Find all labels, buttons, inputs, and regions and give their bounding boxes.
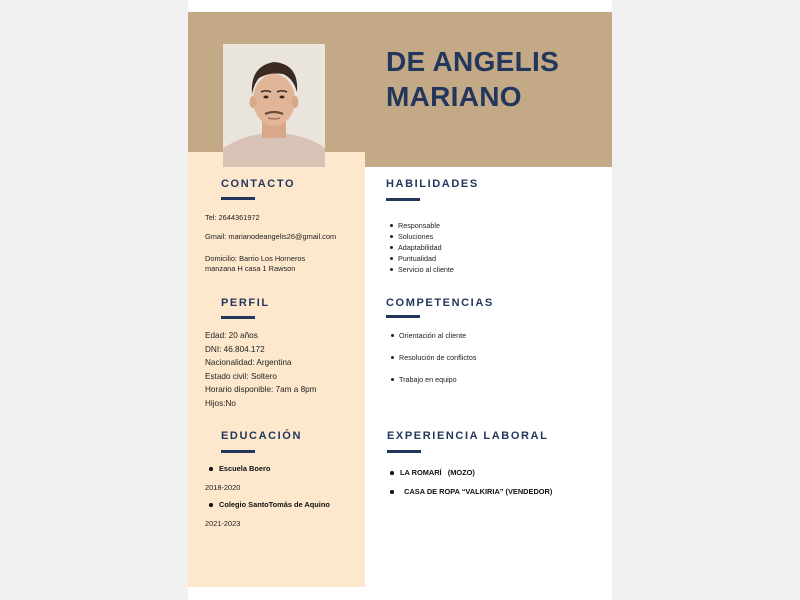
education-underline (221, 450, 255, 453)
profile-dni: DNI: 46.804.172 (205, 345, 265, 354)
profile-underline (221, 316, 255, 319)
profile-heading: PERFIL (221, 297, 270, 309)
competencies-list-2 (390, 352, 477, 363)
profile-children: Hijos:No (205, 399, 236, 408)
list-item: Resolución de conflictos (390, 352, 477, 363)
competencies-heading: COMPETENCIAS (386, 297, 494, 309)
experience-item-2: CASA DE ROPA “VALKIRIA” (VENDEDOR) (390, 487, 552, 496)
contact-address-line-1: Domicilio: Barrio Los Horneros (205, 254, 306, 263)
competencies-list-3 (390, 374, 457, 385)
list-item: Servicio al cliente (389, 264, 454, 275)
profile-nationality: Nacionalidad: Argentina (205, 358, 292, 367)
list-item: Adaptabilidad (389, 242, 454, 253)
competencies-list (390, 330, 466, 341)
education-years-1: 2018-2020 (205, 483, 241, 492)
list-item: Puntualidad (389, 253, 454, 264)
name-line-1: DE ANGELIS (386, 46, 560, 77)
list-item: Responsable (389, 220, 454, 231)
skills-heading: HABILIDADES (386, 178, 479, 190)
education-school-2: Colegio SantoTomás de Aquino (209, 500, 330, 509)
contact-email: Gmail: marianodeangelis26@gmail.com (205, 232, 337, 241)
contact-heading: CONTACTO (221, 178, 296, 190)
experience-heading: EXPERIENCIA LABORAL (387, 430, 549, 442)
education-school-1: Escuela Boero (209, 464, 270, 473)
profile-age: Edad: 20 años (205, 331, 258, 340)
contact-phone: Tel: 2644361972 (205, 213, 260, 222)
experience-item-1: LA ROMARÍ (MOZO) (390, 468, 475, 477)
list-item: Orientación al cliente (390, 330, 466, 341)
skills-underline (386, 198, 420, 201)
profile-schedule: Horario disponible: 7am a 8pm (205, 385, 317, 394)
name-line-2: MARIANO (386, 81, 522, 112)
experience-underline (387, 450, 421, 453)
person-portrait-icon (223, 44, 325, 167)
list-item: Soluciones (389, 231, 454, 242)
profile-photo (223, 44, 325, 167)
list-item: Trabajo en equipo (390, 374, 457, 385)
profile-civil-status: Estado civil: Soltero (205, 372, 277, 381)
competencies-underline (386, 315, 420, 318)
education-heading: EDUCACIÓN (221, 430, 303, 442)
skills-list (389, 220, 454, 275)
contact-address-line-2: manzana H casa 1 Rawson (205, 264, 296, 273)
contact-underline (221, 197, 255, 200)
full-name (386, 44, 606, 114)
education-years-2: 2021-2023 (205, 519, 241, 528)
